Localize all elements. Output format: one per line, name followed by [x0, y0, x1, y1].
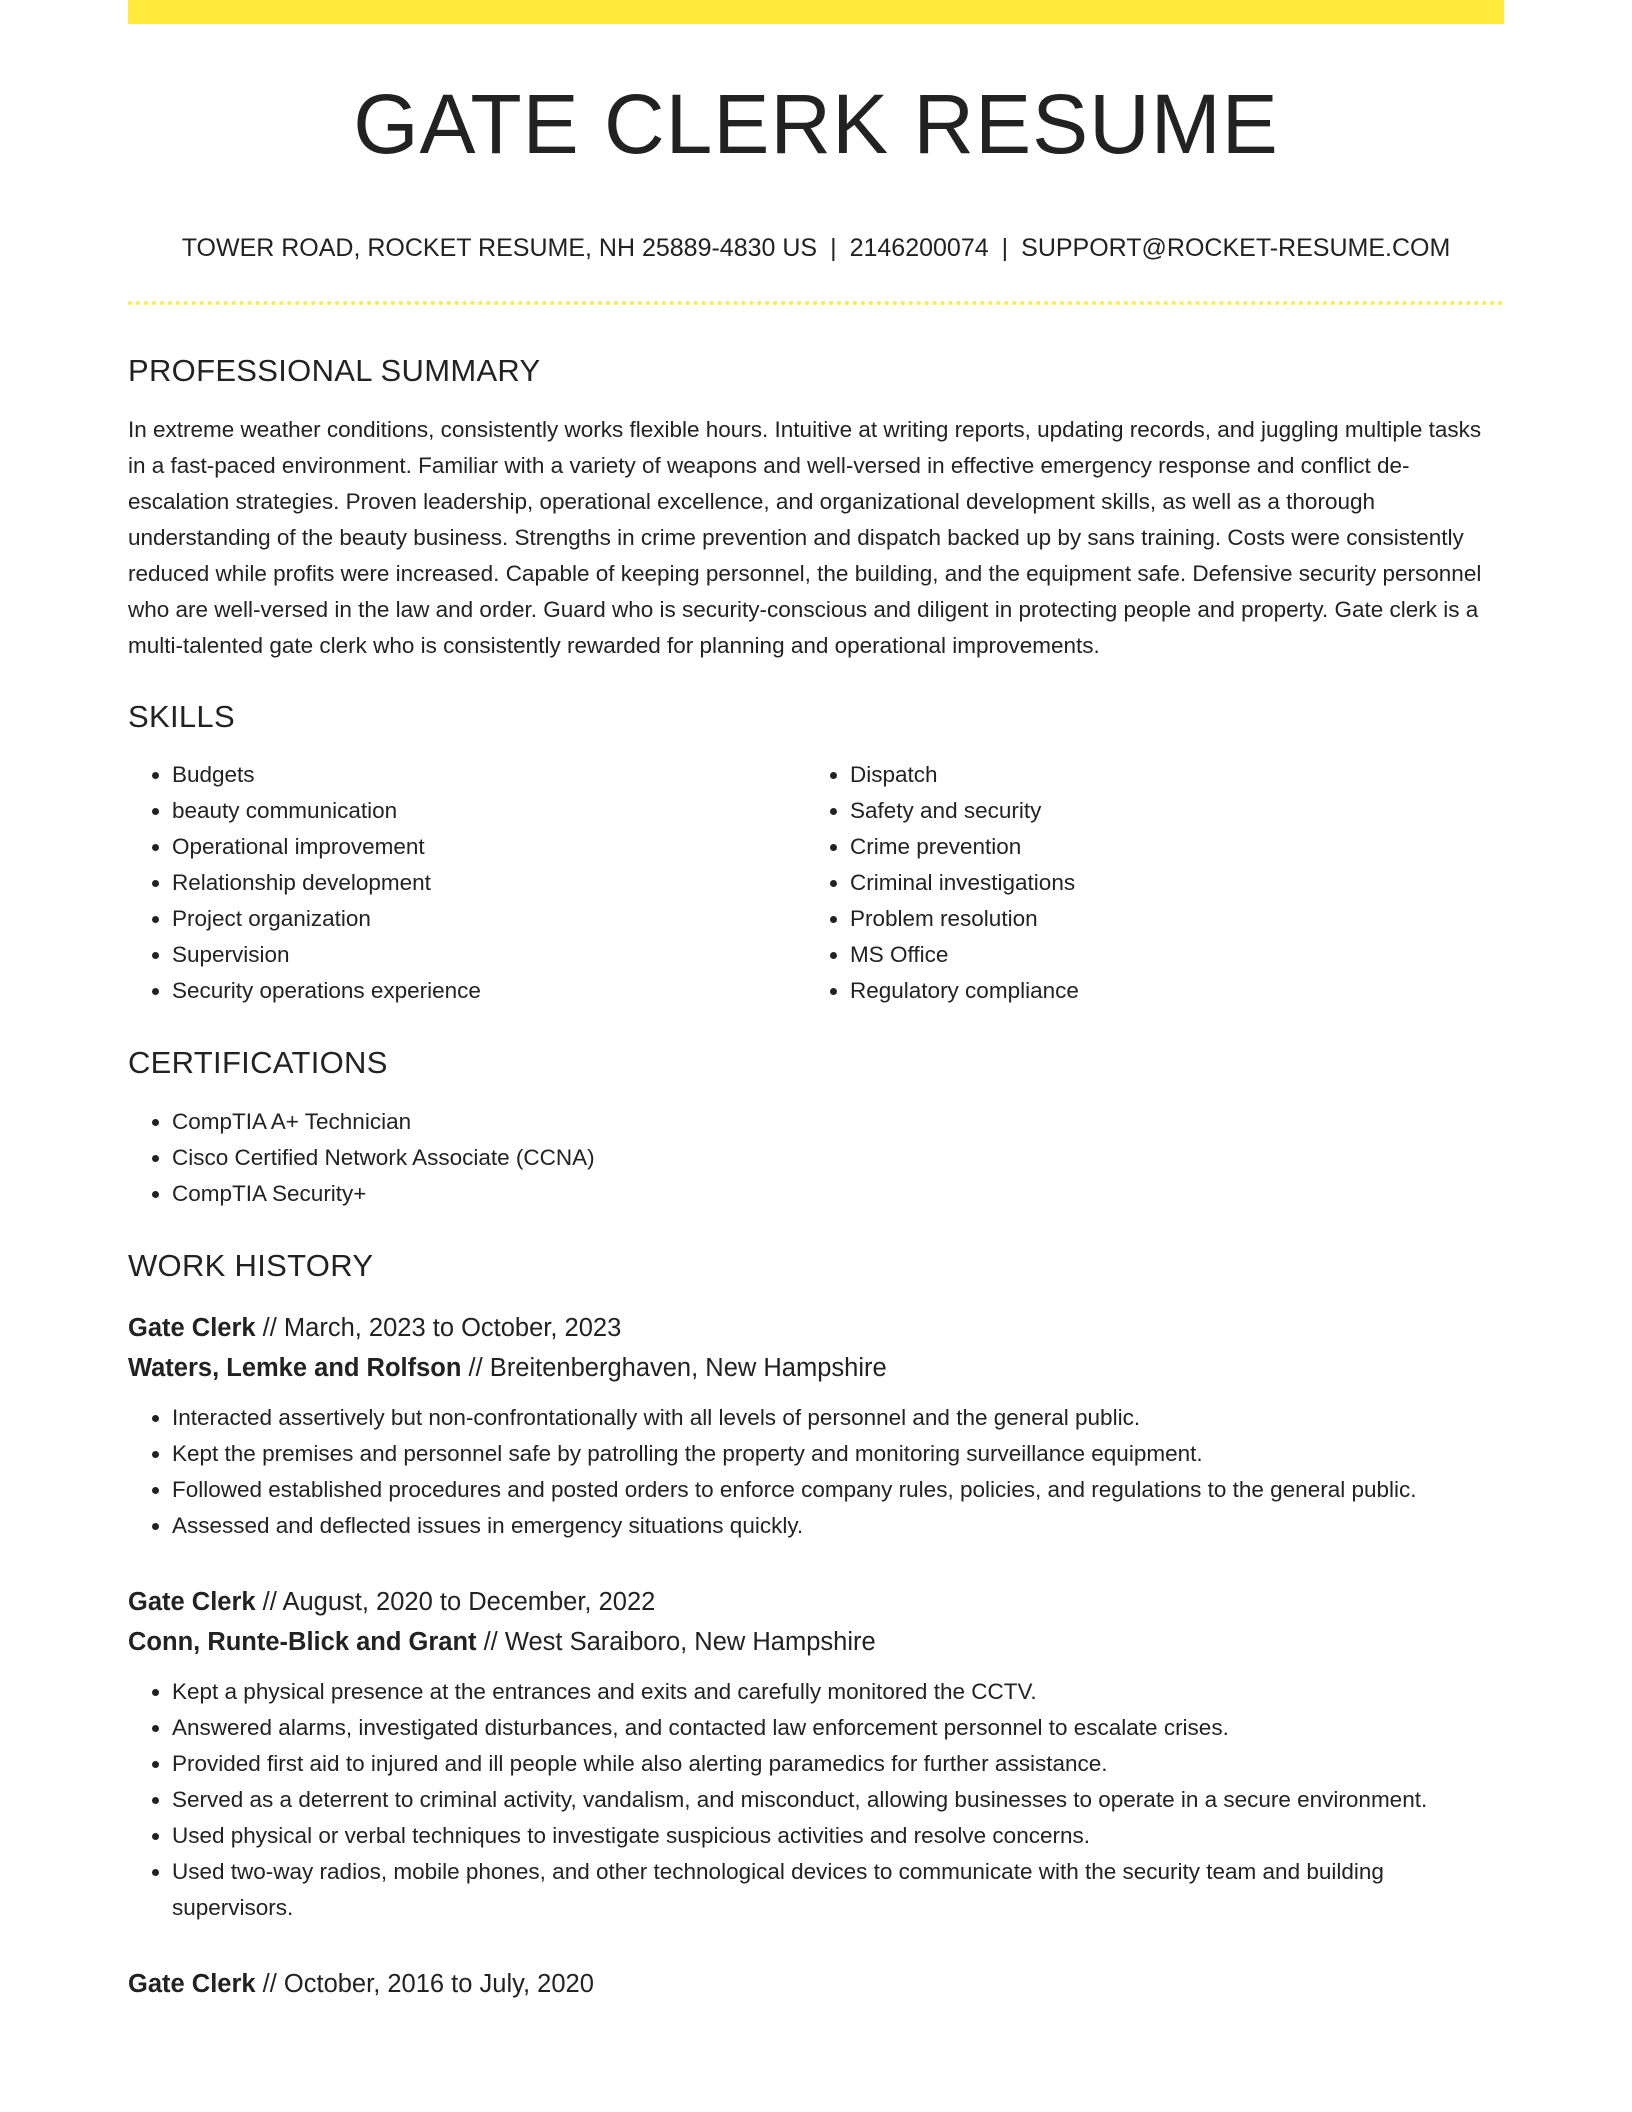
- job-dates: // October, 2016 to July, 2020: [255, 1970, 594, 1998]
- job-role-line: [128, 1582, 1504, 1622]
- section-title-work-history: WORK HISTORY: [128, 1248, 374, 1283]
- job-duty-item: • Interacted assertively but non-confrontationally with all levels of personnel and the general public.: [172, 1400, 1504, 1436]
- job-duty-item: • Kept the premises and personnel safe by patrolling the property and monitoring surveillance equipment.: [172, 1436, 1504, 1472]
- skill-item: • Criminal investigations: [850, 865, 1484, 901]
- skill-item: • Problem resolution: [850, 901, 1484, 937]
- job-entry: [128, 1582, 1504, 1926]
- job-duty-item: • Kept a physical presence at the entrances and exits and carefully monitored the CCTV.: [172, 1674, 1504, 1710]
- job-location: // Breitenberghaven, New Hampshire: [461, 1354, 887, 1382]
- contact-phone: 2146200074: [849, 234, 989, 262]
- skill-item: • Project organization: [172, 901, 806, 937]
- skill-item: • Crime prevention: [850, 829, 1484, 865]
- skill-item: • Dispatch: [850, 757, 1484, 793]
- skill-item: • beauty communication: [172, 793, 806, 829]
- skill-item: • MS Office: [850, 937, 1484, 973]
- job-company: Conn, Runte-Blick and Grant: [128, 1628, 477, 1656]
- job-dates: // August, 2020 to December, 2022: [255, 1588, 656, 1616]
- job-duties-list: [128, 1400, 1504, 1544]
- job-role: Gate Clerk: [128, 1588, 256, 1616]
- section-title-summary: PROFESSIONAL SUMMARY: [128, 353, 541, 388]
- skill-item: • Regulatory compliance: [850, 973, 1484, 1009]
- job-duty-item: • Used two-way radios, mobile phones, and other technological devices to communicate with the security team and building supervisors.: [172, 1854, 1504, 1926]
- job-duty-item: • Assessed and deflected issues in emergency situations quickly.: [172, 1508, 1504, 1544]
- job-duties-list: [128, 1674, 1504, 1926]
- summary-text: In extreme weather conditions, consistently works flexible hours. Intuitive at writing reports, updating records, and juggling multiple tasks in a fast-paced environment. Familiar with a variety of weapons and well-versed in effective emergency response and conflict de-escalation strategies. Proven leadership, operational excellence, and organizational development skills, as well as a thorough understanding of the beauty business. Strengths in crime prevention and dispatch backed up by sans training. Costs were consistently reduced while profits were increased. Capable of keeping personnel, the building, and the equipment safe. Defensive security personnel who are well-versed in the law and order. Guard who is security-conscious and diligent in protecting people and property. Gate clerk is a multi-talented gate clerk who is consistently rewarded for planning and operational improvements.: [128, 417, 1482, 658]
- job-location: // West Saraiboro, New Hampshire: [476, 1628, 876, 1656]
- contact-address: TOWER ROAD, ROCKET RESUME, NH 25889-4830 US: [181, 234, 818, 262]
- contact-line: [128, 236, 1504, 261]
- skill-item: • Operational improvement: [172, 829, 806, 865]
- skill-item: • Budgets: [172, 757, 806, 793]
- job-company-line: [128, 1348, 1504, 1388]
- job-duty-item: • Provided first aid to injured and ill people while also alerting paramedics for further assistance.: [172, 1746, 1504, 1782]
- job-duty-item: • Used physical or verbal techniques to investigate suspicious activities and resolve concerns.: [172, 1818, 1504, 1854]
- certifications-list: [128, 1104, 1504, 1212]
- skill-item: • Safety and security: [850, 793, 1484, 829]
- job-company: Waters, Lemke and Rolfson: [128, 1354, 462, 1382]
- job-company-line: [128, 1622, 1504, 1662]
- job-role-line: [128, 1308, 1504, 1348]
- dotted-divider: [128, 301, 1504, 305]
- job-duty-item: • Served as a deterrent to criminal activity, vandalism, and misconduct, allowing businesses to operate in a secure environment.: [172, 1782, 1504, 1818]
- accent-bar: [128, 0, 1504, 24]
- section-title-skills: SKILLS: [128, 699, 235, 734]
- job-role-line: [128, 1964, 1504, 2004]
- skills-column-right: [806, 757, 1484, 1009]
- resume-title: GATE CLERK RESUME: [353, 77, 1279, 171]
- section-title-certifications: CERTIFICATIONS: [128, 1045, 388, 1080]
- job-entry: [128, 1308, 1504, 1544]
- job-role: Gate Clerk: [128, 1314, 256, 1342]
- skill-item: • Supervision: [172, 937, 806, 973]
- contact-separator: |: [830, 234, 837, 262]
- skill-item: • Security operations experience: [172, 973, 806, 1009]
- resume-page: [128, 0, 1504, 2004]
- contact-separator: |: [1001, 234, 1009, 262]
- job-entry: [128, 1964, 1504, 2004]
- certification-item: • Cisco Certified Network Associate (CCNA): [172, 1140, 1504, 1176]
- skills-column-left: [128, 757, 806, 1009]
- job-role: Gate Clerk: [128, 1970, 256, 1998]
- certification-item: • CompTIA Security+: [172, 1176, 1504, 1212]
- skill-item: • Relationship development: [172, 865, 806, 901]
- job-duty-item: • Answered alarms, investigated disturbances, and contacted law enforcement personnel to escalate crises.: [172, 1710, 1504, 1746]
- contact-email[interactable]: SUPPORT@ROCKET-RESUME.COM: [1021, 234, 1451, 262]
- certification-item: • CompTIA A+ Technician: [172, 1104, 1504, 1140]
- job-dates: // March, 2023 to October, 2023: [255, 1314, 622, 1342]
- skills-list: [128, 757, 1504, 1009]
- job-duty-item: • Followed established procedures and posted orders to enforce company rules, policies, and regulations to the general public.: [172, 1472, 1504, 1508]
